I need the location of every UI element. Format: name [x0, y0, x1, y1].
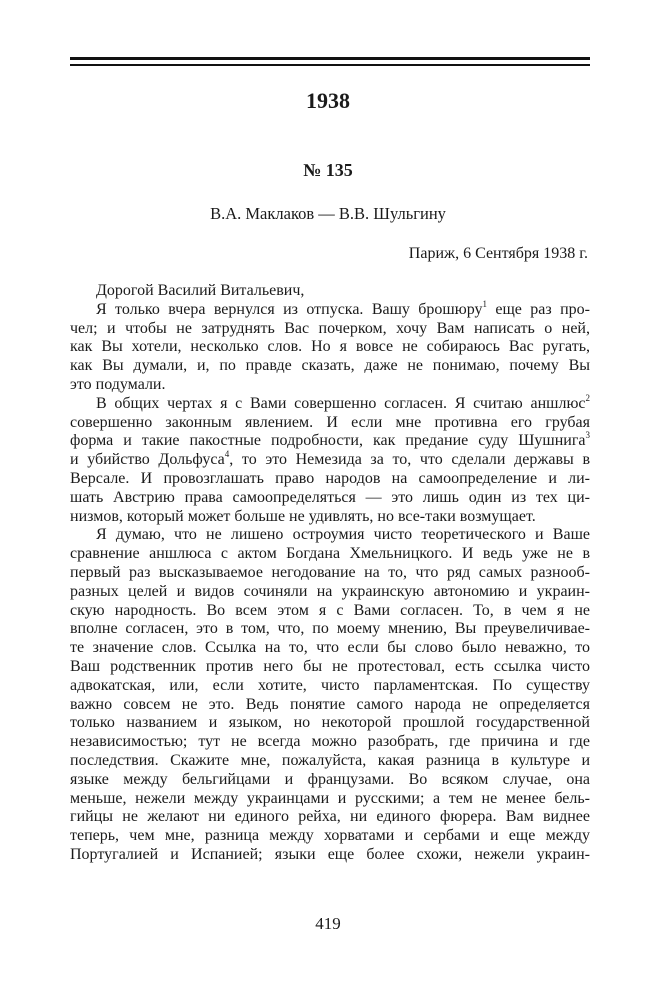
text-segment: еще раз про- — [487, 300, 590, 318]
text-line — [70, 392, 590, 414]
text-segment: меньше, нежели между украинцами и русскими; а тем не менее бель- — [70, 789, 590, 807]
text-line — [70, 696, 590, 715]
text-segment: это подумали. — [70, 375, 166, 393]
text-segment: теперь, чем мне, разница между хорватами и сербами и еще между — [70, 827, 590, 845]
text-line — [70, 602, 590, 621]
text-line — [70, 320, 590, 339]
text-segment: Дорогой Василий Витальевич, — [96, 282, 305, 299]
text-segment: Я думаю, что не лишено остроумия чисто теоретического и Ваше — [96, 526, 590, 544]
text-segment: Ваш родственник против него бы не протестовал, есть ссылка чисто — [70, 657, 590, 675]
text-line — [70, 846, 590, 865]
text-segment: Португалией и Испанией; языки еще более схожи, нежели украин- — [70, 845, 590, 863]
text-segment: В общих чертах я с Вами совершенно согласен. Я считаю аншлюс — [96, 394, 586, 412]
text-line — [70, 639, 590, 658]
text-line — [70, 357, 590, 376]
header-rule-thick — [70, 57, 590, 60]
text-line — [70, 432, 590, 451]
salutation — [70, 282, 590, 301]
letter-dateline: Париж, 6 Сентября 1938 г. — [408, 245, 588, 262]
text-line — [70, 658, 590, 677]
text-line — [70, 583, 590, 602]
text-segment: независимостью; тут не всегда можно разобрать, где причина и где — [70, 733, 590, 751]
text-line — [70, 545, 590, 564]
text-segment: адвокатская, или, если хотите, чисто парламентская. По существу — [70, 676, 590, 694]
text-line — [70, 620, 590, 639]
text-segment: языке между бельгийцами и французами. Во всяком случае, она — [70, 770, 590, 788]
text-segment: сравнение аншлюса с актом Богдана Хмельницкого. И ведь уже не в — [70, 545, 590, 563]
letter-body — [70, 282, 590, 865]
text-line — [70, 508, 590, 527]
text-segment: вполне согласен, это в том, что, по моему мнению, Вы преувеличивае- — [70, 620, 590, 638]
footnote-marker: 4 — [224, 449, 230, 460]
footnote-marker: 3 — [585, 430, 590, 441]
page-number: 419 — [315, 914, 341, 933]
text-segment: те значение слов. Ссылка на то, что если бы слово было неважно, то — [70, 639, 590, 657]
text-line — [70, 752, 590, 771]
text-segment: разных целей и видов сочиняли на украинскую автономию и украин- — [70, 582, 590, 600]
text-line — [70, 771, 590, 790]
letter-correspondents: В.А. Маклаков — В.В. Шульгину — [210, 204, 446, 223]
text-line — [70, 298, 590, 320]
text-line — [70, 714, 590, 733]
text-segment: , то это Немезида за то, что сделали державы в — [229, 451, 590, 469]
text-segment: шать Австрию права самоопределяться — это лишь один из тех ци- — [70, 488, 590, 506]
text-line — [70, 282, 590, 301]
text-segment: важно совсем не это. Ведь понятие самого народа не определяется — [70, 695, 590, 713]
footnote-marker: 1 — [482, 298, 487, 309]
text-segment: Версале. И провозглашать право народов на самоопределение и ли- — [70, 469, 590, 487]
text-line — [70, 470, 590, 489]
paragraph — [70, 392, 590, 527]
text-segment: совершенно законным явлением. И если мне противна его грубая — [70, 413, 590, 431]
text-line — [70, 677, 590, 696]
text-line — [70, 526, 590, 545]
text-line — [70, 338, 590, 357]
text-line — [70, 376, 590, 395]
text-line — [70, 564, 590, 583]
paragraph — [70, 526, 590, 864]
text-segment: и убийство Дольфуса — [70, 451, 225, 469]
document-number: № 135 — [303, 160, 353, 180]
text-line — [70, 451, 590, 470]
text-segment: скую народность. Во всем этом я с Вами согласен. То, в чем я не — [70, 601, 590, 619]
paragraph — [70, 298, 590, 395]
text-segment: последствия. Скажите мне, пожалуйста, какая разница в культуре и — [70, 751, 590, 769]
text-segment: как Вы думали, и, по правде сказать, даже не понимаю, почему Вы — [70, 357, 590, 375]
text-segment: Я только вчера вернулся из отпуска. Вашу брошюру — [96, 300, 483, 318]
footnote-marker: 2 — [585, 392, 590, 403]
text-line — [70, 414, 590, 433]
text-line — [70, 733, 590, 752]
text-segment: гийцы не желают ни единого рейха, ни единого фюрера. Вам виднее — [70, 808, 590, 826]
text-segment: как Вы хотели, несколько слов. Но я вовсе не собираюсь Вас ругать, — [70, 338, 590, 356]
text-segment: первый раз высказываемое негодование на то, что ряд самых разнооб- — [70, 563, 590, 581]
section-year-heading: 1938 — [306, 88, 350, 113]
text-segment: низмов, который может больше не удивлять, но все-таки возмущает. — [70, 507, 536, 525]
text-segment: только названием и языком, но некоторой прошлой государственной — [70, 714, 590, 732]
text-line — [70, 827, 590, 846]
text-line — [70, 790, 590, 809]
text-line — [70, 808, 590, 827]
text-segment: форма и такие пакостные подробности, как предание суду Шушнига — [70, 432, 586, 450]
text-segment: чел; и чтобы не затруднять Вас почерком, хочу Вам написать о ней, — [70, 319, 590, 337]
text-line — [70, 489, 590, 508]
header-rule-thin — [70, 64, 590, 66]
